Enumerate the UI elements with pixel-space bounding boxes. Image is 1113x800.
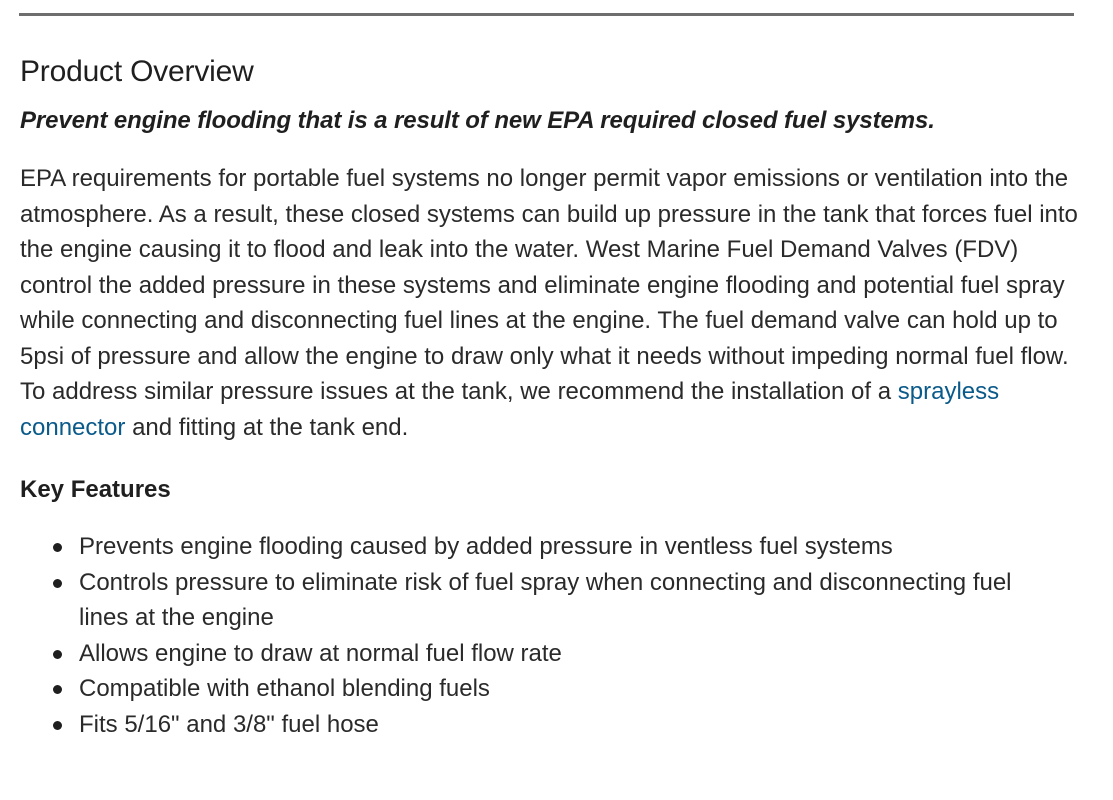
bullet-icon xyxy=(53,685,62,694)
description-text-end: and fitting at the tank end. xyxy=(125,413,409,441)
section-divider xyxy=(19,13,1074,16)
feature-text: Allows engine to draw at normal fuel flow rate xyxy=(79,639,562,667)
bullet-icon xyxy=(53,543,62,552)
bullet-icon xyxy=(53,579,62,588)
feature-item xyxy=(79,565,1039,636)
sprayless-connector-link[interactable]: sprayless connector xyxy=(20,378,1000,441)
description-text-start: EPA requirements for portable fuel systems no longer permit vapor emissions or ventilation into the atmosphere. As a result, these closed systems can build up pressure in the tank that forces fuel into the engine causing it to flood and leak into the water. West Marine Fuel Demand Valves (FDV) control the added pressure in these systems and eliminate engine flooding and potential fuel spray while connecting and disconnecting fuel lines at the engine. The fuel demand valve can hold up to 5psi of pressure and allow the engine to draw only what it needs without impeding normal fuel flow. To address similar pressure issues at the tank, we recommend the installation of a xyxy=(20,165,1078,405)
section-title: Product Overview xyxy=(20,55,254,88)
feature-text: Fits 5/16" and 3/8" fuel hose xyxy=(79,710,379,738)
product-description xyxy=(20,161,1080,445)
product-overview-section xyxy=(20,52,1080,742)
feature-item xyxy=(79,636,1039,672)
key-features-heading: Key Features xyxy=(20,476,171,503)
key-features-list xyxy=(20,529,1080,742)
feature-item xyxy=(79,707,1039,743)
feature-text: Compatible with ethanol blending fuels xyxy=(79,675,490,702)
feature-text: Controls pressure to eliminate risk of fuel spray when connecting and disconnecting fuel lines at the engine xyxy=(79,568,1012,631)
feature-item xyxy=(79,671,1039,707)
feature-item xyxy=(79,529,1039,565)
bullet-icon xyxy=(53,650,62,659)
product-tagline: Prevent engine flooding that is a result of new EPA required closed fuel systems. xyxy=(20,107,935,134)
feature-text: Prevents engine flooding caused by added pressure in ventless fuel systems xyxy=(79,533,893,560)
bullet-icon xyxy=(53,721,62,730)
